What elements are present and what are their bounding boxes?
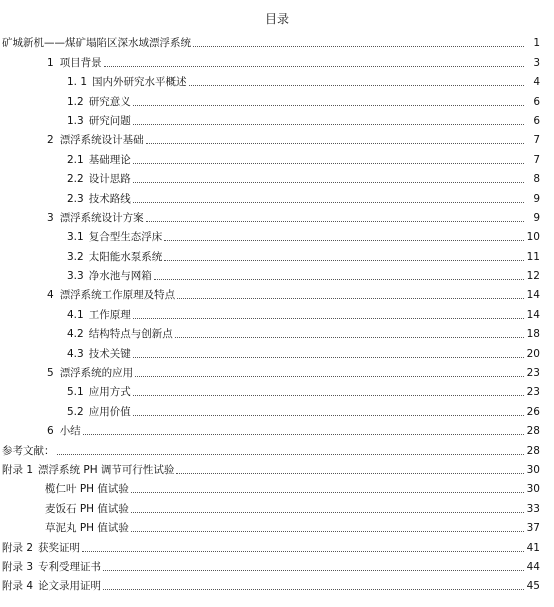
toc-entry-title xyxy=(67,95,132,109)
toc-entry-number: 4.1 xyxy=(67,308,84,321)
toc-entry-label: 净水池与网箱 xyxy=(88,270,152,283)
dot-leader xyxy=(133,201,524,203)
dot-leader xyxy=(131,491,524,493)
toc-entry-label: 获奖证明 xyxy=(38,541,81,554)
toc-entry-number: 3.3 xyxy=(67,270,84,283)
toc-entry-title xyxy=(47,211,145,225)
toc-entry-title xyxy=(2,560,102,574)
toc-entry[interactable] xyxy=(0,361,554,380)
toc-entry-page-number: 10 xyxy=(526,231,540,244)
toc-entry-page-number: 26 xyxy=(526,405,540,418)
toc-entry-label: 漂浮系统的应用 xyxy=(59,367,134,380)
toc-entry[interactable] xyxy=(0,516,554,535)
dot-leader xyxy=(175,336,524,338)
toc-entry[interactable] xyxy=(0,380,554,399)
toc-entry-number: 附录 3 xyxy=(2,560,34,573)
toc-entry-page-number: 23 xyxy=(526,386,540,399)
toc-entry[interactable] xyxy=(0,147,554,166)
toc-entry-page-number: 28 xyxy=(526,425,540,438)
dot-leader xyxy=(146,220,524,222)
toc-entry-title xyxy=(67,405,132,419)
dot-leader xyxy=(103,569,524,571)
toc-entry-number: 2.2 xyxy=(67,173,84,186)
toc-entry[interactable] xyxy=(0,167,554,186)
toc-entry-title xyxy=(67,172,132,186)
toc-entry-page-number: 44 xyxy=(526,560,540,573)
toc-entry-page-number: 37 xyxy=(526,522,540,535)
dot-leader xyxy=(133,104,524,106)
toc-entry[interactable] xyxy=(0,50,554,69)
toc-entry[interactable] xyxy=(0,283,554,302)
toc-entry-title xyxy=(67,269,153,283)
toc-entry[interactable] xyxy=(0,109,554,128)
toc-entry[interactable] xyxy=(0,302,554,321)
toc-entry-label: 麦饭石 PH 值试验 xyxy=(45,502,129,515)
toc-entry-number: 3.2 xyxy=(67,250,84,263)
dot-leader xyxy=(104,65,524,67)
toc-entry-title xyxy=(67,250,163,264)
toc-entry-title xyxy=(47,133,145,147)
toc-entry-number: 5.1 xyxy=(67,386,84,399)
toc-entry-number: 附录 4 xyxy=(2,580,34,593)
dot-leader xyxy=(176,472,524,474)
toc-entry-page-number: 7 xyxy=(533,134,540,147)
toc-entry-page-number: 33 xyxy=(526,502,540,515)
toc-entry-number: 4 xyxy=(47,289,54,302)
toc-entry-page-number: 1 xyxy=(533,37,540,50)
toc-entry-number: 3.1 xyxy=(67,231,84,244)
toc-entry-title xyxy=(67,230,163,244)
toc-entry-number: 5 xyxy=(47,367,54,380)
toc-entry-number: 2.3 xyxy=(67,192,84,205)
toc-entry-title xyxy=(47,288,176,302)
toc-entry-title xyxy=(2,463,175,477)
toc-entry-number: 4.3 xyxy=(67,347,84,360)
toc-entry-page-number: 18 xyxy=(526,328,540,341)
toc-entry-page-number: 23 xyxy=(526,367,540,380)
toc-entry-title xyxy=(67,385,132,399)
toc-entry[interactable] xyxy=(0,341,554,360)
toc-entry-page-number: 45 xyxy=(526,580,540,593)
toc-entry[interactable] xyxy=(0,535,554,554)
toc-entry-page-number: 28 xyxy=(526,444,540,457)
toc-entry-label: 设计思路 xyxy=(88,173,131,186)
toc-entry-label: 漂浮系统设计方案 xyxy=(59,211,144,224)
toc-entry-page-number: 14 xyxy=(526,308,540,321)
toc-entry-number: 1. 1 xyxy=(67,76,88,89)
toc-entry-page-number: 4 xyxy=(533,76,540,89)
toc-entry-page-number: 20 xyxy=(526,347,540,360)
toc-entry[interactable] xyxy=(0,438,554,457)
toc-entry[interactable] xyxy=(0,419,554,438)
dot-leader xyxy=(82,550,524,552)
toc-entry-label: 太阳能水泵系统 xyxy=(88,250,163,263)
toc-entry-label: 技术路线 xyxy=(88,192,131,205)
toc-entry-number: 6 xyxy=(47,425,54,438)
toc-entry[interactable] xyxy=(0,186,554,205)
toc-entry-page-number: 30 xyxy=(526,463,540,476)
toc-entry-label: 漂浮系统 PH 调节可行性试验 xyxy=(38,463,175,476)
toc-entry-page-number: 30 xyxy=(526,483,540,496)
toc-entry-label: 漂浮系统设计基础 xyxy=(59,134,144,147)
toc-entry-number: 1 xyxy=(47,56,54,69)
toc-entry-page-number: 12 xyxy=(526,270,540,283)
dot-leader xyxy=(131,511,524,513)
toc-entry-title xyxy=(45,482,130,496)
dot-leader xyxy=(189,84,524,86)
toc-entry-label: 工作原理 xyxy=(88,308,131,321)
toc-entry-page-number: 6 xyxy=(533,114,540,127)
toc-entry-title xyxy=(47,424,82,438)
dot-leader xyxy=(135,375,524,377)
dot-leader xyxy=(146,142,524,144)
toc-entry-title xyxy=(45,502,130,516)
toc-entry-number: 3 xyxy=(47,211,54,224)
toc-entry-page-number: 7 xyxy=(533,153,540,166)
toc-entry[interactable] xyxy=(0,31,554,50)
toc-entry-label: 漂浮系统工作原理及特点 xyxy=(59,289,176,302)
toc-entry-label: 结构特点与创新点 xyxy=(88,328,173,341)
dot-leader xyxy=(103,588,524,590)
toc-entry[interactable] xyxy=(0,70,554,89)
toc-entry-number: 附录 2 xyxy=(2,541,34,554)
dot-leader xyxy=(131,530,524,532)
toc-entry-label: 研究意义 xyxy=(88,95,131,108)
toc-entry-title xyxy=(2,444,56,458)
toc-entry-title xyxy=(67,75,188,89)
toc-entry-page-number: 6 xyxy=(533,95,540,108)
dot-leader xyxy=(133,162,524,164)
toc-entry[interactable] xyxy=(0,574,554,593)
toc-entry-title xyxy=(67,114,132,128)
dot-leader xyxy=(193,45,524,47)
table-of-contents xyxy=(0,31,554,593)
toc-entry-number: 1.3 xyxy=(67,114,84,127)
toc-entry-title xyxy=(47,56,103,70)
toc-entry[interactable] xyxy=(0,496,554,515)
toc-entry-title xyxy=(67,153,132,167)
toc-entry[interactable] xyxy=(0,206,554,225)
toc-entry[interactable] xyxy=(0,555,554,574)
toc-entry-number: 5.2 xyxy=(67,405,84,418)
dot-leader xyxy=(177,297,524,299)
toc-entry-label: 应用方式 xyxy=(88,386,131,399)
dot-leader xyxy=(133,123,524,125)
toc-entry-label: 榄仁叶 PH 值试验 xyxy=(45,483,129,496)
toc-entry-page-number: 14 xyxy=(526,289,540,302)
toc-entry-label: 草泥丸 PH 值试验 xyxy=(45,522,129,535)
toc-entry-label: 技术关键 xyxy=(88,347,131,360)
toc-entry[interactable] xyxy=(0,399,554,418)
toc-entry-title xyxy=(67,308,132,322)
toc-entry-number: 2.1 xyxy=(67,153,84,166)
dot-leader xyxy=(154,278,524,280)
toc-entry-number: 2 xyxy=(47,134,54,147)
dot-leader xyxy=(57,453,525,455)
toc-entry-number: 附录 1 xyxy=(2,463,34,476)
toc-entry-title xyxy=(67,327,174,341)
toc-entry-label: 项目背景 xyxy=(59,56,102,69)
toc-entry[interactable] xyxy=(0,225,554,244)
toc-entry-page-number: 3 xyxy=(533,56,540,69)
page-title: 目录 xyxy=(264,12,289,26)
toc-entry-label: 论文录用证明 xyxy=(38,580,102,593)
toc-entry-label: 矿城新机——煤矿塌陷区深水域漂浮系统 xyxy=(2,37,191,50)
toc-entry-number: 1.2 xyxy=(67,95,84,108)
toc-entry[interactable] xyxy=(0,264,554,283)
toc-entry[interactable] xyxy=(0,128,554,147)
toc-entry[interactable] xyxy=(0,244,554,263)
toc-entry-page-number: 9 xyxy=(533,192,540,205)
toc-entry[interactable] xyxy=(0,477,554,496)
toc-entry-title xyxy=(67,192,132,206)
toc-entry-label: 应用价值 xyxy=(88,405,131,418)
toc-entry[interactable] xyxy=(0,458,554,477)
toc-entry-label: 小结 xyxy=(59,425,81,438)
toc-entry-title xyxy=(2,36,192,50)
toc-entry-page-number: 9 xyxy=(533,211,540,224)
dot-leader xyxy=(133,181,524,183)
toc-entry[interactable] xyxy=(0,322,554,341)
toc-entry-label: 研究问题 xyxy=(88,114,131,127)
toc-entry-title xyxy=(2,541,81,555)
dot-leader xyxy=(133,356,524,358)
toc-entry-page-number: 8 xyxy=(533,173,540,186)
toc-entry-number: 4.2 xyxy=(67,328,84,341)
dot-leader xyxy=(83,433,524,435)
toc-entry[interactable] xyxy=(0,89,554,108)
toc-entry-label: 复合型生态浮床 xyxy=(88,231,163,244)
dot-leader xyxy=(133,394,524,396)
toc-entry-label: 国内外研究水平概述 xyxy=(92,76,187,89)
dot-leader xyxy=(133,414,524,416)
toc-entry-title xyxy=(47,366,134,380)
toc-entry-page-number: 41 xyxy=(526,541,540,554)
dot-leader xyxy=(133,317,524,319)
dot-leader xyxy=(164,259,524,261)
toc-entry-label: 参考文献： xyxy=(2,444,55,457)
dot-leader xyxy=(164,239,524,241)
toc-entry-label: 专利受理证书 xyxy=(38,560,102,573)
toc-entry-title xyxy=(2,579,102,593)
toc-entry-label: 基础理论 xyxy=(88,153,131,166)
toc-entry-title xyxy=(45,521,130,535)
toc-entry-title xyxy=(67,347,132,361)
toc-entry-page-number: 11 xyxy=(526,250,540,263)
